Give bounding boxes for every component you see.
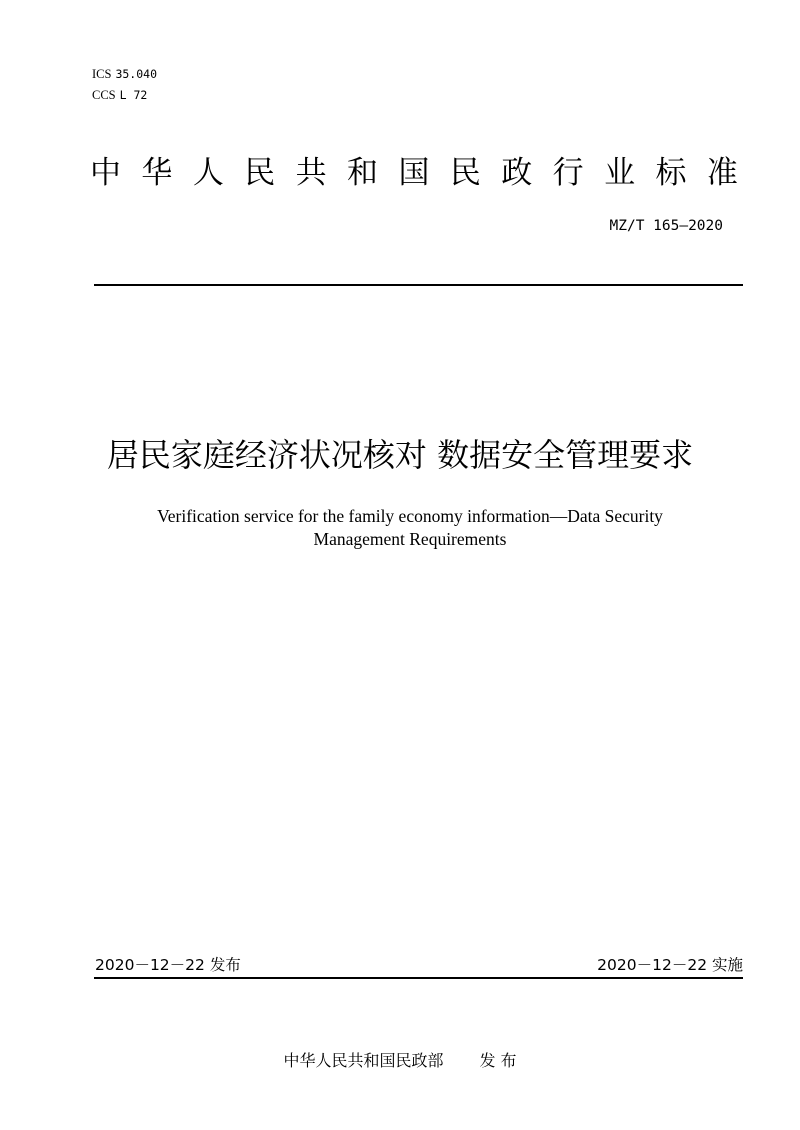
issue-date: 2020－12－22 发布 [95,956,241,974]
implementation-date: 2020－12－22 实施 [597,956,743,974]
ics-value: 35.040 [115,67,157,81]
document-title: 居民家庭经济状况核对 数据安全管理要求 [106,436,694,474]
title-char: 民 [244,155,276,191]
ccs-code [92,85,157,106]
ccs-value: L 72 [119,88,148,102]
issuer-name: 中华人民共和国民政部 [283,1051,444,1070]
title-char: 准 [706,155,738,191]
issuer-line [0,1048,800,1071]
top-divider [94,284,743,286]
title-char: 业 [604,155,636,191]
issuer-action: 发 布 [479,1051,517,1070]
document-title-english [100,505,720,551]
title-char: 中 [90,155,121,191]
ccs-label: CCS [92,88,116,102]
ics-code [92,64,157,85]
title-char: 标 [655,155,687,191]
ics-label: ICS [92,67,112,81]
title-char: 人 [192,155,224,191]
title-char: 行 [552,155,584,191]
bottom-divider [94,977,743,979]
classification-codes [92,64,157,106]
english-title-line-1: Verification service for the family economy information—Data Security [157,506,663,526]
title-char: 共 [295,155,327,191]
title-char: 民 [449,155,481,191]
title-char: 政 [501,155,533,191]
title-char: 华 [141,155,173,191]
title-char: 国 [398,155,430,191]
standard-number: MZ/T 165—2020 [609,218,723,234]
title-char: 和 [347,155,379,191]
english-title-line-2: Management Requirements [313,529,507,549]
standard-category-title [90,150,738,196]
